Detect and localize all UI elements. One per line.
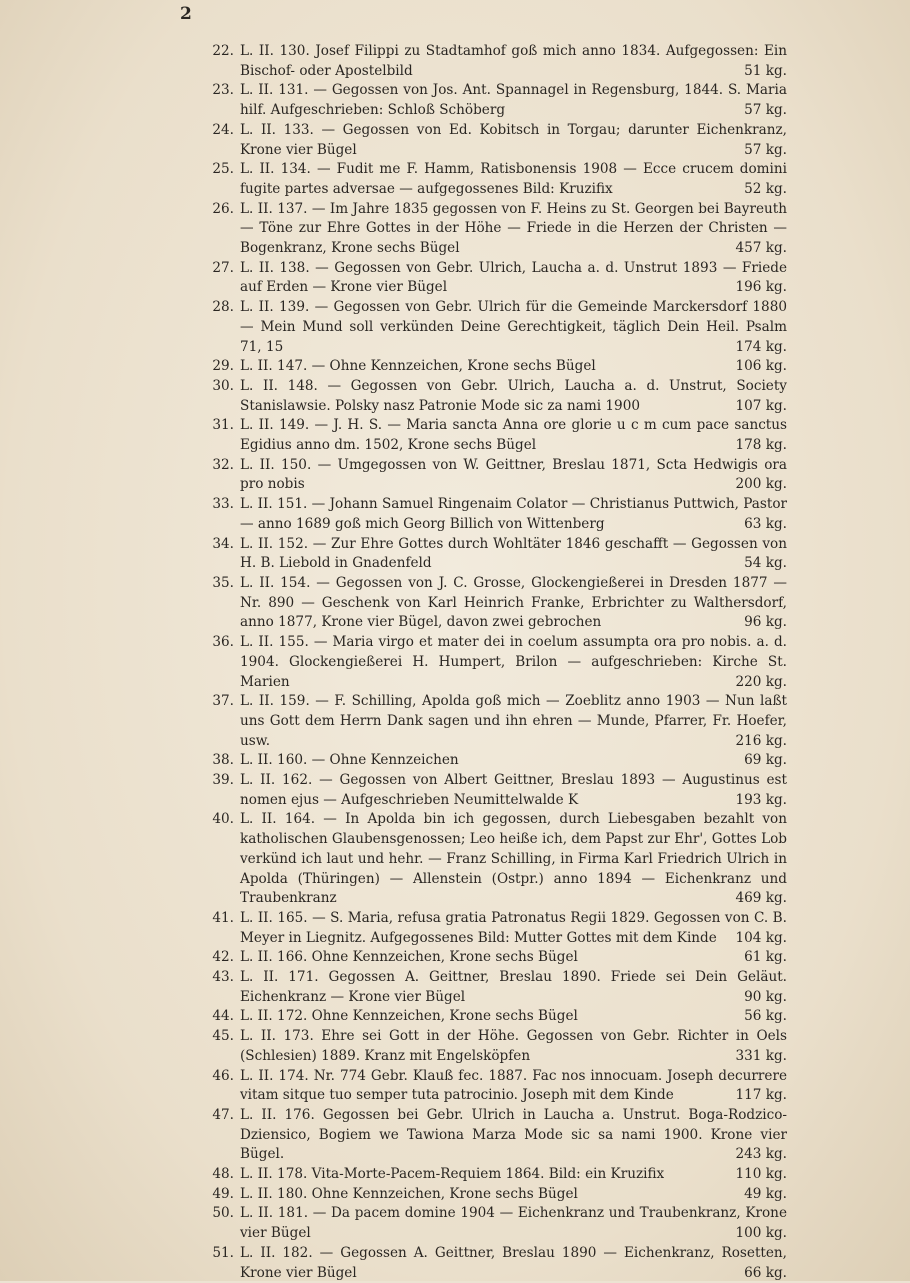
- entry-description: L. II. 178. Vita-Morte-Pacem-Requiem 1864. Bild: ein Kruzifix: [240, 1166, 665, 1183]
- entry-number: 43.: [212, 969, 234, 986]
- entry-description: L. II. 160. — Ohne Kennzeichen: [240, 752, 459, 769]
- entry-number: 30.: [212, 377, 234, 394]
- entry-weight: 110 kg.: [735, 1166, 787, 1183]
- list-item: [200, 909, 805, 948]
- entry-body: [234, 42, 805, 81]
- entry-number: 40.: [212, 811, 234, 828]
- entry-number: 37.: [212, 693, 234, 710]
- entry-body: [234, 121, 805, 160]
- entry-number: 35.: [212, 574, 234, 591]
- entry-weight: 63 kg.: [744, 515, 787, 532]
- entry-description: L. II. 148. — Gegossen von Gebr. Ulrich, Laucha a. d. Unstrut, Society Stanislawsie. Polsky nasz Patronie Mode sic za nami 1900: [240, 377, 787, 414]
- entry-body: [234, 1027, 805, 1066]
- entry-body: [234, 948, 805, 968]
- entry-number: 32.: [212, 456, 234, 473]
- entry-weight: 457 kg.: [735, 240, 787, 257]
- entry-weight: 107 kg.: [735, 397, 787, 414]
- list-item: [200, 200, 805, 259]
- entry-number: 23.: [212, 82, 234, 99]
- entry-number: 28.: [212, 299, 234, 316]
- entry-body: [234, 416, 805, 455]
- list-item: [200, 948, 805, 968]
- list-item: [200, 416, 805, 455]
- entry-body: [234, 751, 805, 771]
- list-item: [200, 574, 805, 633]
- list-item: [200, 1027, 805, 1066]
- list-item: [200, 1244, 805, 1283]
- list-item: [200, 495, 805, 534]
- entry-weight: 51 kg.: [744, 62, 787, 79]
- entry-number: 42.: [212, 949, 234, 966]
- entry-body: [234, 357, 805, 377]
- entry-weight: 69 kg.: [744, 752, 787, 769]
- entry-weight: 57 kg.: [744, 141, 787, 158]
- entry-body: [234, 81, 805, 120]
- list-item: [200, 42, 805, 81]
- entry-body: [234, 692, 805, 751]
- entry-weight: 469 kg.: [735, 890, 787, 907]
- list-item: [200, 810, 805, 909]
- entry-weight: 57 kg.: [744, 102, 787, 119]
- entry-description: L. II. 162. — Gegossen von Albert Geittner, Breslau 1893 — Augustinus est nomen ejus — Aufgeschrieben Neumittelwalde K: [240, 772, 787, 808]
- entry-body: [234, 495, 805, 534]
- list-item: [200, 771, 805, 810]
- list-item: [200, 1185, 805, 1205]
- list-item: [200, 357, 805, 377]
- entry-description: L. II. 151. — Johann Samuel Ringenaim Colator — Christianus Puttwich, Pastor — anno 1689 goß mich Georg Billich von Wittenberg: [240, 496, 787, 532]
- entry-number: 24.: [212, 121, 234, 138]
- entry-number: 31.: [212, 417, 234, 434]
- entry-description: L. II. 147. — Ohne Kennzeichen, Krone sechs Bügel: [240, 358, 596, 375]
- entry-description: L. II. 165. — S. Maria, refusa gratia Patronatus Regii 1829. Gegossen von C. B. Meyer in Liegnitz. Aufgegossenes Bild: Mutter Gottes mit dem Kinde: [240, 909, 787, 946]
- list-item: [200, 1204, 805, 1243]
- list-item: [200, 259, 805, 298]
- entry-body: [234, 909, 805, 948]
- entry-description: L. II. 150. — Umgegossen von W. Geittner, Breslau 1871, Scta Hedwigis ora pro nobis: [240, 456, 787, 493]
- entry-description: L. II. 180. Ohne Kennzeichen, Krone sechs Bügel: [240, 1185, 578, 1202]
- entry-weight: 331 kg.: [735, 1047, 787, 1064]
- entry-weight: 106 kg.: [735, 358, 787, 375]
- list-item: [200, 633, 805, 692]
- entry-number: 36.: [212, 634, 234, 651]
- entry-number: 51.: [212, 1244, 234, 1261]
- entry-weight: 200 kg.: [735, 476, 787, 493]
- entry-weight: 243 kg.: [735, 1146, 787, 1163]
- list-item: [200, 535, 805, 574]
- entry-body: [234, 298, 805, 357]
- entry-weight: 90 kg.: [744, 988, 787, 1005]
- entry-number: 44.: [212, 1008, 234, 1025]
- entry-body: [234, 1244, 805, 1283]
- list-item: [200, 377, 805, 416]
- entry-weight: 56 kg.: [744, 1008, 787, 1025]
- entry-number: 27.: [212, 259, 234, 276]
- list-item: [200, 1106, 805, 1165]
- entry-body: [234, 810, 805, 909]
- list-item: [200, 692, 805, 751]
- entry-weight: 61 kg.: [744, 949, 787, 966]
- entry-number: 45.: [212, 1028, 234, 1045]
- entry-body: [234, 574, 805, 633]
- entry-body: [234, 160, 805, 199]
- entry-body: [234, 200, 805, 259]
- entry-number: 39.: [212, 772, 234, 789]
- entry-number: 49.: [212, 1185, 234, 1202]
- entry-description: L. II. 182. — Gegossen A. Geittner, Breslau 1890 — Eichenkranz, Rosetten, Krone vier Bügel: [240, 1244, 787, 1281]
- entry-weight: 54 kg.: [744, 555, 787, 572]
- list-item: [200, 160, 805, 199]
- entry-body: [234, 456, 805, 495]
- entry-weight: 104 kg.: [735, 929, 787, 946]
- entry-body: [234, 259, 805, 298]
- entry-description: L. II. 181. — Da pacem domine 1904 — Eichenkranz und Traubenkranz, Krone vier Bügel: [240, 1205, 787, 1242]
- list-item: [200, 968, 805, 1007]
- entry-description: L. II. 171. Gegossen A. Geittner, Breslau 1890. Friede sei Dein Geläut. Eichenkranz — Krone vier Bügel: [240, 969, 787, 1005]
- entry-body: [234, 535, 805, 574]
- list-item: [200, 456, 805, 495]
- bell-inventory-list: [200, 42, 805, 1283]
- entry-description: L. II. 134. — Fudit me F. Hamm, Ratisbonensis 1908 — Ecce crucem domini fugite partes adversae — aufgegossenes Bild: Kruzifix: [240, 161, 787, 197]
- entry-number: 47.: [212, 1106, 234, 1123]
- entry-description: L. II. 149. — J. H. S. — Maria sancta Anna ore glorie u c m cum pace sanctus Egidius anno dm. 1502, Krone sechs Bügel: [240, 417, 787, 454]
- entry-number: 46.: [212, 1067, 234, 1084]
- list-item: [200, 81, 805, 120]
- entry-weight: 117 kg.: [735, 1087, 787, 1104]
- entry-description: L. II. 131. — Gegossen von Jos. Ant. Spannagel in Regensburg, 1844. S. Maria hilf. Aufgeschrieben: Schloß Schöberg: [240, 82, 787, 119]
- entry-number: 33.: [212, 496, 234, 513]
- entry-number: 26.: [212, 200, 234, 217]
- entry-body: [234, 1165, 805, 1185]
- entry-weight: 216 kg.: [735, 732, 787, 749]
- entry-weight: 193 kg.: [735, 791, 787, 808]
- list-item: [200, 1165, 805, 1185]
- entry-body: [234, 633, 805, 692]
- entry-weight: 96 kg.: [744, 614, 787, 631]
- entry-number: 22.: [212, 43, 234, 59]
- entry-body: [234, 1185, 805, 1205]
- entry-number: 38.: [212, 752, 234, 769]
- entry-description: L. II. 173. Ehre sei Gott in der Höhe. Gegossen von Gebr. Richter in Oels (Schlesien) 1889. Kranz mit Engelsköpfen: [240, 1028, 787, 1064]
- entry-number: 29.: [212, 358, 234, 375]
- entry-description: L. II. 155. — Maria virgo et mater dei in coelum assumpta ora pro nobis. a. d. 1904. Glockengießerei H. Humpert, Brilon — aufgeschrieben: Kirche St. Marien: [240, 634, 787, 690]
- entry-weight: 220 kg.: [735, 673, 787, 690]
- entry-weight: 66 kg.: [744, 1264, 787, 1281]
- entry-description: L. II. 138. — Gegossen von Gebr. Ulrich, Laucha a. d. Unstrut 1893 — Friede auf Erden — Krone vier Bügel: [240, 259, 787, 296]
- entry-body: [234, 1007, 805, 1027]
- entry-description: L. II. 152. — Zur Ehre Gottes durch Wohltäter 1846 geschafft — Gegossen von H. B. Liebold in Gnadenfeld: [240, 535, 787, 572]
- entry-body: [234, 968, 805, 1007]
- entry-description: L. II. 176. Gegossen bei Gebr. Ulrich in Laucha a. Unstrut. Boga-Rodzico-Dziensico, Bogiem we Tawiona Marza Mode sic sa nami 1900. Krone vier Bügel.: [240, 1106, 787, 1163]
- entry-description: L. II. 174. Nr. 774 Gebr. Klauß fec. 1887. Fac nos innocuam. Joseph decurrere vitam sitque tuo semper tuta patrocinio. Joseph mit dem Kinde: [240, 1067, 787, 1104]
- entry-weight: 174 kg.: [735, 338, 787, 355]
- entry-weight: 49 kg.: [744, 1185, 787, 1202]
- entry-description: L. II. 166. Ohne Kennzeichen, Krone sechs Bügel: [240, 949, 578, 966]
- page-number: 2: [180, 4, 192, 24]
- entry-body: [234, 771, 805, 810]
- entry-weight: 178 kg.: [735, 437, 787, 454]
- list-item: [200, 1067, 805, 1106]
- entry-body: [234, 1204, 805, 1243]
- list-item: [200, 121, 805, 160]
- list-item: [200, 298, 805, 357]
- list-item: [200, 751, 805, 771]
- list-item: [200, 1007, 805, 1027]
- entry-description: L. II. 130. Josef Filippi zu Stadtamhof goß mich anno 1834. Aufgegossen: Ein Bischof- oder Apostelbild: [240, 43, 787, 79]
- entry-weight: 100 kg.: [735, 1225, 787, 1242]
- entry-number: 50.: [212, 1205, 234, 1222]
- entry-number: 34.: [212, 535, 234, 552]
- entry-number: 25.: [212, 161, 234, 178]
- entry-description: L. II. 137. — Im Jahre 1835 gegossen von F. Heins zu St. Georgen bei Bayreuth — Töne zur Ehre Gottes in der Höhe — Friede in die Herzen der Christen — Bogenkranz, Krone sechs Bügel: [240, 200, 787, 257]
- entry-number: 41.: [212, 909, 234, 926]
- entry-description: L. II. 172. Ohne Kennzeichen, Krone sechs Bügel: [240, 1008, 578, 1025]
- entry-weight: 196 kg.: [735, 279, 787, 296]
- entry-number: 48.: [212, 1166, 234, 1183]
- entry-description: L. II. 139. — Gegossen von Gebr. Ulrich für die Gemeinde Marckersdorf 1880 — Mein Mund soll verkünden Deine Gerechtigkeit, täglich Dein Heil. Psalm 71, 15: [240, 299, 787, 355]
- entry-description: L. II. 164. — In Apolda bin ich gegossen, durch Liebesgaben bezahlt von katholischen Glaubensgenossen; Leo heiße ich, dem Papst zur Ehr', Gottes Lob verkünd ich laut und hehr. — Franz Schilling, in Firma Karl Friedrich Ulrich in Apolda (Thüringen) — Allenstein (Ostpr.) anno 1894 — Eichenkranz und Traubenkranz: [240, 811, 787, 907]
- entry-body: [234, 1106, 805, 1165]
- entry-description: L. II. 133. — Gegossen von Ed. Kobitsch in Torgau; darunter Eichenkranz, Krone vier Bügel: [240, 121, 787, 158]
- entry-body: [234, 377, 805, 416]
- entry-description: L. II. 154. — Gegossen von J. C. Grosse, Glockengießerei in Dresden 1877 — Nr. 890 — Geschenk von Karl Heinrich Franke, Erbrichter zu Walthersdorf, anno 1877, Krone vier Bügel, davon zwei gebrochen: [240, 574, 787, 631]
- entry-body: [234, 1067, 805, 1106]
- entry-description: L. II. 159. — F. Schilling, Apolda goß mich — Zoeblitz anno 1903 — Nun laßt uns Gott dem Herrn Dank sagen und ihn ehren — Munde, Pfarrer, Fr. Hoefer, usw.: [240, 693, 787, 749]
- entry-weight: 52 kg.: [744, 180, 787, 197]
